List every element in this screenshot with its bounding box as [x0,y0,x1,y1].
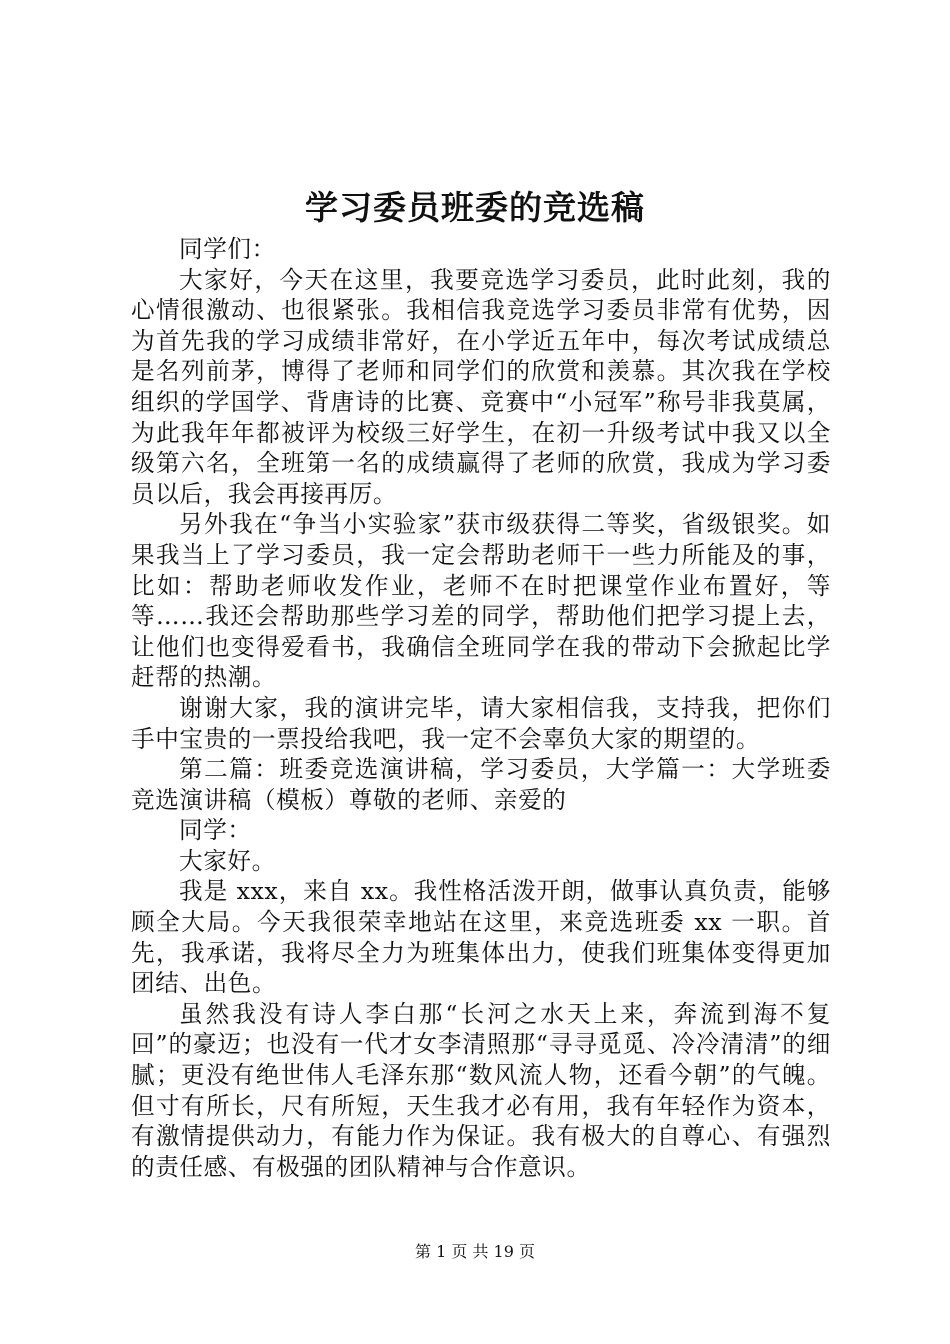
paragraph-section-two-heading: 第二篇：班委竞选演讲稿，学习委员，大学篇一：大学班委竞选演讲稿（模板）尊敬的老师、亲爱的 [131,755,831,814]
paragraph-greeting: 同学们： [179,235,276,263]
paragraph-greeting-two: 同学： [179,816,252,845]
paragraph-self-intro: 我是 xxx，来自 xx。我性格活泼开朗，做事认真负责，能够顾全大局。今天我很荣幸地站在这里，来竞选班委 xx 一职。首先，我承诺，我将尽全力为班集体出力，使我们班集体变得更加团结、出色。 [131,877,831,998]
paragraph-plans: 另外我在“争当小实验家”获市级获得二等奖，省级银奖。如果我当上了学习委员，我一定会帮助老师干一些力所能及的事，比如：帮助老师收发作业，老师不在时把课堂作业布置好，等等……我还会帮助那些学习差的同学，帮助他们把学习提上去，让他们也变得爱看书，我确信全班同学在我的带动下会掀起比学赶帮的热潮。 [131,510,831,692]
page-number-footer: 第 1 页 共 19 页 [415,1242,535,1261]
document-body [131,234,831,1182]
paragraph-thanks: 谢谢大家，我的演讲完毕，请大家相信我，支持我，把你们手中宝贵的一票投给我吧，我一定不会辜负大家的期望的。 [131,693,831,753]
paragraph-hello: 大家好。 [179,846,276,875]
paragraph-aspiration: 虽然我没有诗人李白那“长河之水天上来，奔流到海不复回”的豪迈；也没有一代才女李清照那“寻寻觅觅、冷冷清清”的细腻；更没有绝世伟人毛泽东那“数风流人物，还看今朝”的气魄。但寸有所长，尺有所短，天生我才必有用，我有年轻作为资本，有激情提供动力，有能力作为保证。我有极大的自尊心、有强烈的责任感、有极强的团队精神与合作意识。 [131,999,831,1181]
document-title: 学习委员班委的竞选稿 [305,188,645,227]
paragraph-intro: 大家好，今天在这里，我要竞选学习委员，此时此刻，我的心情很激动、也很紧张。我相信我竞选学习委员非常有优势，因为首先我的学习成绩非常好，在小学近五年中，每次考试成绩总是名列前茅，博得了老师和同学们的欣赏和羡慕。其次我在学校组织的学国学、背唐诗的比赛、竞赛中“小冠军”称号非我莫属，为此我年年都被评为校级三好学生，在初一升级考试中我又以全级第六名，全班第一名的成绩赢得了老师的欣赏，我成为学习委员以后，我会再接再厉。 [131,265,831,508]
